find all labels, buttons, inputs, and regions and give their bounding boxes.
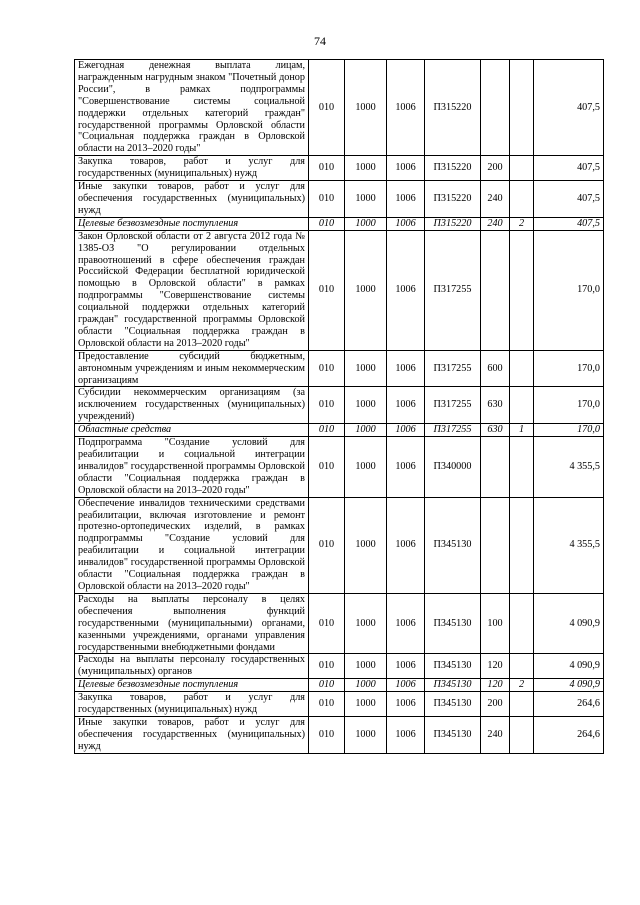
table-row — [75, 593, 604, 654]
amount: 4 090,9 — [534, 679, 604, 692]
code-expense-type — [481, 497, 510, 593]
row-name: Ежегодная денежная выплата лицам, награжденным нагрудным знаком "Почетный донор России", в рамках подпрограммы "Совершенствование системы социальной поддержки отдельных категорий граждан" государственной программы Орловской области "Социальная поддержка граждан в Орловской области на 2013–2020 годы" — [75, 60, 309, 156]
code-source — [510, 60, 534, 156]
code-target: П315220 — [425, 217, 481, 230]
code-admin: 010 — [309, 217, 345, 230]
table-row — [75, 692, 604, 717]
row-name: Целевые безвозмездные поступления — [75, 679, 309, 692]
code-source: 1 — [510, 424, 534, 437]
code-admin: 010 — [309, 654, 345, 679]
code-expense-type: 100 — [481, 593, 510, 654]
row-name: Иные закупки товаров, работ и услуг для обеспечения государственных (муниципальных) нужд — [75, 716, 309, 753]
code-section: 1000 — [345, 60, 387, 156]
code-section: 1000 — [345, 716, 387, 753]
amount: 170,0 — [534, 387, 604, 424]
row-name: Областные средства — [75, 424, 309, 437]
table-row — [75, 387, 604, 424]
code-subsection: 1006 — [387, 497, 425, 593]
code-source — [510, 181, 534, 218]
table-row — [75, 497, 604, 593]
code-target: П315220 — [425, 181, 481, 218]
code-section: 1000 — [345, 679, 387, 692]
table-row — [75, 350, 604, 387]
code-admin: 010 — [309, 692, 345, 717]
code-target: П345130 — [425, 497, 481, 593]
code-target: П317255 — [425, 387, 481, 424]
code-source — [510, 387, 534, 424]
code-admin: 010 — [309, 679, 345, 692]
row-name: Закупка товаров, работ и услуг для государственных (муниципальных) нужд — [75, 156, 309, 181]
code-section: 1000 — [345, 181, 387, 218]
code-source — [510, 350, 534, 387]
code-target: П345130 — [425, 692, 481, 717]
code-admin: 010 — [309, 60, 345, 156]
table-row — [75, 679, 604, 692]
code-expense-type — [481, 60, 510, 156]
budget-table — [74, 59, 604, 754]
row-name: Подпрограмма "Создание условий для реабилитации и социальной интеграции инвалидов" государственной программы Орловской области "Социальная поддержка граждан в Орловской области на 2013–2020 годы" — [75, 437, 309, 498]
code-section: 1000 — [345, 654, 387, 679]
code-expense-type: 200 — [481, 156, 510, 181]
code-expense-type: 200 — [481, 692, 510, 717]
code-admin: 010 — [309, 424, 345, 437]
code-target: П345130 — [425, 679, 481, 692]
amount: 170,0 — [534, 350, 604, 387]
code-subsection: 1006 — [387, 654, 425, 679]
row-name: Расходы на выплаты персоналу государственных (муниципальных) органов — [75, 654, 309, 679]
table-row — [75, 716, 604, 753]
code-subsection: 1006 — [387, 593, 425, 654]
code-expense-type: 240 — [481, 181, 510, 218]
code-subsection: 1006 — [387, 350, 425, 387]
code-target: П315220 — [425, 156, 481, 181]
code-source — [510, 437, 534, 498]
code-source — [510, 654, 534, 679]
table-row — [75, 424, 604, 437]
page-number: 74 — [314, 34, 326, 48]
code-expense-type: 240 — [481, 217, 510, 230]
row-name: Закон Орловской области от 2 августа 2012 года № 1385-ОЗ "О регулировании отдельных правоотношений в сфере обеспечения граждан Российской Федерации бесплатной юридической помощью в Орловской области" в рамках подпрограммы "Совершенствование системы социальной поддержки отдельных категорий граждан" государственной программы Орловской области "Социальная поддержка граждан в Орловской области на 2013–2020 годы" — [75, 230, 309, 350]
code-target: П340000 — [425, 437, 481, 498]
code-target: П345130 — [425, 716, 481, 753]
code-subsection: 1006 — [387, 424, 425, 437]
code-subsection: 1006 — [387, 387, 425, 424]
code-admin: 010 — [309, 437, 345, 498]
code-expense-type: 120 — [481, 654, 510, 679]
row-name: Закупка товаров, работ и услуг для государственных (муниципальных) нужд — [75, 692, 309, 717]
amount: 407,5 — [534, 181, 604, 218]
code-source: 2 — [510, 217, 534, 230]
table-row — [75, 181, 604, 218]
row-name: Предоставление субсидий бюджетным, автономным учреждениям и иным некоммерческим организациям — [75, 350, 309, 387]
amount: 4 090,9 — [534, 593, 604, 654]
table-row — [75, 230, 604, 350]
table-row — [75, 217, 604, 230]
code-admin: 010 — [309, 387, 345, 424]
row-name: Расходы на выплаты персоналу в целях обеспечения выполнения функций государственными (муниципальными) органами, казенными учреждениями, органами управления государственными внебюджетными фондами — [75, 593, 309, 654]
table-row — [75, 654, 604, 679]
amount: 4 355,5 — [534, 437, 604, 498]
row-name: Иные закупки товаров, работ и услуг для обеспечения государственных (муниципальных) нужд — [75, 181, 309, 218]
code-source: 2 — [510, 679, 534, 692]
code-target: П317255 — [425, 424, 481, 437]
code-admin: 010 — [309, 350, 345, 387]
code-section: 1000 — [345, 437, 387, 498]
code-section: 1000 — [345, 156, 387, 181]
code-subsection: 1006 — [387, 679, 425, 692]
code-subsection: 1006 — [387, 60, 425, 156]
amount: 264,6 — [534, 716, 604, 753]
code-source — [510, 230, 534, 350]
code-section: 1000 — [345, 692, 387, 717]
code-source — [510, 593, 534, 654]
code-section: 1000 — [345, 497, 387, 593]
row-name: Целевые безвозмездные поступления — [75, 217, 309, 230]
amount: 170,0 — [534, 230, 604, 350]
code-source — [510, 497, 534, 593]
code-target: П315220 — [425, 60, 481, 156]
code-section: 1000 — [345, 593, 387, 654]
code-expense-type: 240 — [481, 716, 510, 753]
amount: 407,5 — [534, 60, 604, 156]
code-section: 1000 — [345, 350, 387, 387]
code-subsection: 1006 — [387, 230, 425, 350]
code-admin: 010 — [309, 230, 345, 350]
table-row — [75, 60, 604, 156]
code-source — [510, 156, 534, 181]
code-target: П345130 — [425, 654, 481, 679]
code-subsection: 1006 — [387, 156, 425, 181]
code-section: 1000 — [345, 217, 387, 230]
code-expense-type — [481, 230, 510, 350]
code-expense-type: 630 — [481, 387, 510, 424]
table-row — [75, 156, 604, 181]
code-section: 1000 — [345, 387, 387, 424]
code-target: П317255 — [425, 230, 481, 350]
code-section: 1000 — [345, 230, 387, 350]
code-source — [510, 692, 534, 717]
amount: 170,0 — [534, 424, 604, 437]
code-subsection: 1006 — [387, 692, 425, 717]
code-expense-type: 630 — [481, 424, 510, 437]
amount: 4 090,9 — [534, 654, 604, 679]
amount: 4 355,5 — [534, 497, 604, 593]
code-admin: 010 — [309, 181, 345, 218]
code-expense-type — [481, 437, 510, 498]
code-subsection: 1006 — [387, 181, 425, 218]
code-admin: 010 — [309, 716, 345, 753]
amount: 264,6 — [534, 692, 604, 717]
code-section: 1000 — [345, 424, 387, 437]
code-source — [510, 716, 534, 753]
code-subsection: 1006 — [387, 217, 425, 230]
code-subsection: 1006 — [387, 437, 425, 498]
code-target: П345130 — [425, 593, 481, 654]
row-name: Субсидии некоммерческим организациям (за исключением государственных (муниципальных) учреждений) — [75, 387, 309, 424]
code-expense-type: 600 — [481, 350, 510, 387]
amount: 407,5 — [534, 217, 604, 230]
code-admin: 010 — [309, 593, 345, 654]
code-admin: 010 — [309, 497, 345, 593]
code-subsection: 1006 — [387, 716, 425, 753]
table-row — [75, 437, 604, 498]
code-target: П317255 — [425, 350, 481, 387]
amount: 407,5 — [534, 156, 604, 181]
code-expense-type: 120 — [481, 679, 510, 692]
code-admin: 010 — [309, 156, 345, 181]
row-name: Обеспечение инвалидов техническими средствами реабилитации, включая изготовление и ремонт протезно-ортопедических изделий, в рамках подпрограммы "Создание условий для реабилитации и социальной интеграции инвалидов" государственной программы Орловской области "Социальная поддержка граждан в Орловской области на 2013–2020 годы" — [75, 497, 309, 593]
